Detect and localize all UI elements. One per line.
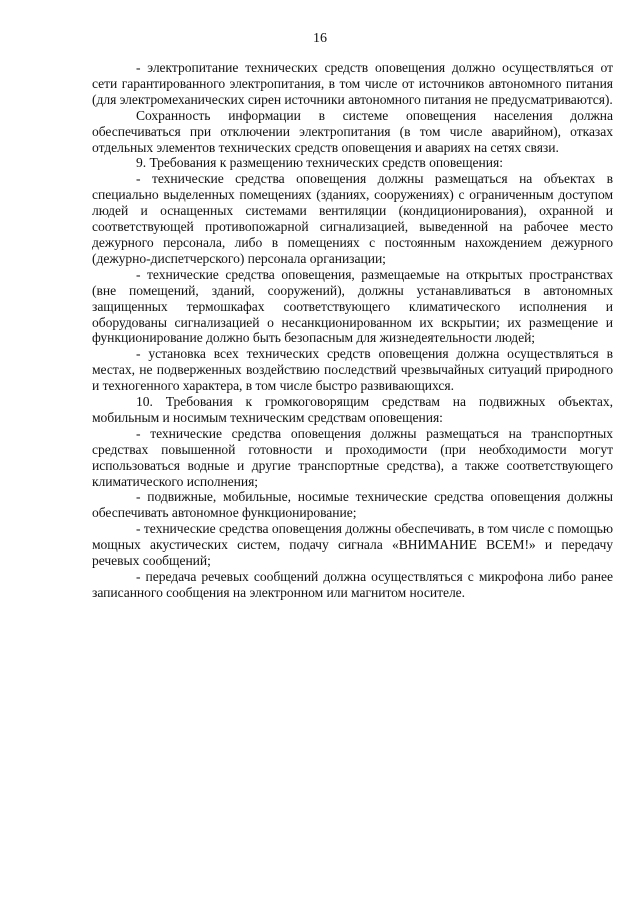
section-heading-placement-requirements: 9. Требования к размещению технических средств оповещения:: [136, 155, 503, 171]
section-heading-mobile-requirements: 10. Требования к громкоговорящим средствам на подвижных объектах, мобильным и носимым техническим средствам оповещения:: [92, 394, 613, 425]
paragraph-speech-messages: - передача речевых сообщений должна осуществляться с микрофона либо ранее записанного сообщения на электронном или магнитом носителе.: [92, 569, 613, 600]
paragraph-dedicated-premises: - технические средства оповещения должны размещаться на объектах в специально выделенных помещениях (зданиях, сооружениях) с ограниченным доступом людей и оснащенных системами вентиляции (кондиционирования), охранной и соответствующей противопожарной сигнализацией, выведенной на рабочее место дежурного персонала, либо в помещениях с постоянным нахождением дежурного (дежурно-диспетчерского) персонала организации;: [92, 171, 613, 266]
paragraph-outdoor-cabinets: - технические средства оповещения, размещаемые на открытых пространствах (вне помещений, зданий, сооружений), должны устанавливаться в автономных защищенных термошкафах соответствующего климатического исполнения и оборудованы сигнализацией о несанкционированном их вскрытии; их размещение и функционирование должно быть безопасным для жизнедеятельности людей;: [92, 266, 613, 346]
page-number: 16: [313, 31, 327, 46]
paragraph-autonomous-operation: - подвижные, мобильные, носимые технические средства оповещения должны обеспечивать автономное функционирование;: [92, 489, 613, 521]
paragraph-attention-signal: - технические средства оповещения должны обеспечивать, в том числе с помощью мощных акустических систем, подачу сигнала «ВНИМАНИЕ ВСЕМ!» и передачу речевых сообщений;: [92, 521, 613, 569]
paragraph-information-integrity: Сохранность информации в системе оповещения населения должна обеспечиваться при отключении электропитания (в том числе аварийном), отказах отдельных элементов технических средств оповещения и авариях на сетях связи.: [92, 107, 613, 155]
paragraph-vehicle-placement: - технические средства оповещения должны размещаться на транспортных средствах повышенной готовности и проходимости (при необходимости могут использоваться водные и другие транспортные средства), а также соответствующего климатического исполнения;: [92, 425, 613, 489]
document-body: [92, 60, 613, 601]
paragraph-installation-locations: - установка всех технических средств оповещения должна осуществляться в местах, не подверженных воздействию последствий чрезвычайных ситуаций природного и техногенного характера, в том числе быстро развивающихся.: [92, 346, 613, 394]
paragraph-power-supply: - электропитание технических средств оповещения должно осуществляться от сети гарантированного электропитания, в том числе от источников автономного питания (для электромеханических сирен источники автономного питания не предусматриваются).: [92, 60, 613, 107]
